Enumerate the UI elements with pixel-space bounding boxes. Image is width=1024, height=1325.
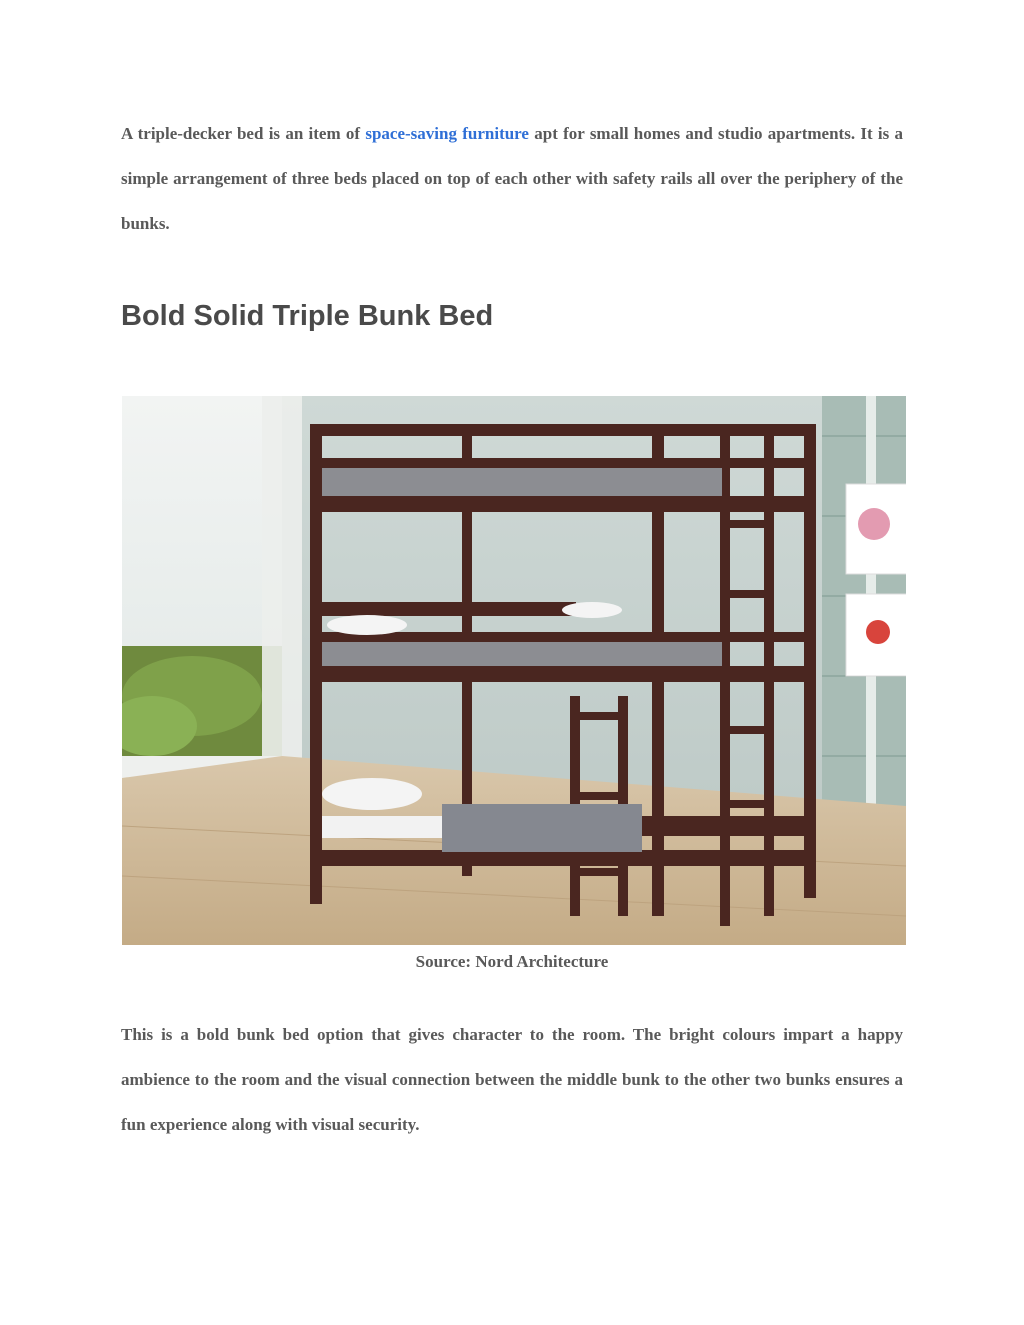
- description-paragraph: This is a bold bunk bed option that gives character to the room. The bright colours impart a happy ambience to the room and the visual connection between the middle bunk to the other two bunks ensures a fun experience along with visual security.: [121, 1025, 903, 1134]
- intro-text-start: A triple-decker bed is an item of: [121, 124, 366, 143]
- intro-text-end: apt for small homes and studio apartments. It is a simple arrangement of three beds placed on top of each other with safety rails all over the periphery of the bunks.: [121, 124, 903, 233]
- section-title: Bold Solid Triple Bunk Bed: [121, 300, 494, 332]
- triple-bunk-bed-photo: [122, 396, 906, 945]
- image-caption: Source: Nord Architecture: [415, 952, 609, 971]
- space-saving-furniture-link[interactable]: space-saving furniture: [365, 124, 529, 143]
- intro-paragraph: [121, 111, 903, 246]
